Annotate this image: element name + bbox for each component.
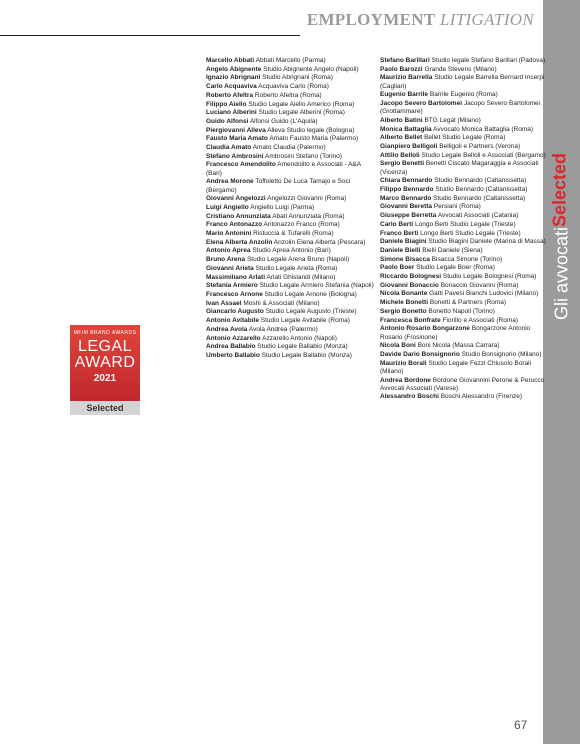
- lawyer-name: Daniele Bielli: [380, 246, 421, 254]
- lawyer-firm: Studio Bonsignorio (Milano): [461, 350, 542, 358]
- lawyer-entry: [380, 342, 550, 350]
- lawyer-name: Massimiliano Arlati: [206, 273, 265, 281]
- lawyer-entry: [206, 213, 376, 221]
- lawyer-firm: Studio Legale Ballabio (Monza): [257, 343, 348, 351]
- lawyer-name: Giuseppe Berretta: [380, 212, 437, 220]
- lawyer-name: Roberto Afeltra: [206, 91, 254, 99]
- badge-title-line1: LEGAL: [77, 338, 133, 355]
- lawyer-firm: Antonazzo Franco (Roma): [263, 221, 340, 229]
- lawyer-firm: Barrile Eugenio (Roma): [429, 91, 498, 99]
- lawyer-firm: Jacopo Severo Bartolomei (Grottammare): [380, 100, 541, 116]
- lawyer-name: Nicola Bonante: [380, 290, 428, 298]
- lawyer-name: Umberto Ballabio: [206, 351, 260, 359]
- lawyer-entry: [206, 83, 376, 91]
- lawyer-firm: Abati Annunziata (Roma): [272, 212, 345, 220]
- lawyer-entry: [380, 152, 550, 160]
- lawyer-firm: Amato Fausto Maria (Palermo): [269, 135, 359, 143]
- lawyer-entry: [380, 66, 550, 74]
- section-title: [307, 10, 534, 30]
- lawyer-name: Stefano Ambrosini: [206, 152, 264, 160]
- lawyer-firm: Persiani (Roma): [433, 203, 481, 211]
- lawyer-entry: [206, 57, 376, 65]
- lawyer-firm: Studio Legale Augusto (Trieste): [265, 308, 357, 316]
- lawyer-entry: [380, 203, 550, 211]
- lawyer-name: Michele Bonetti: [380, 299, 429, 307]
- section-title-bold: EMPLOYMENT: [306, 10, 436, 29]
- lawyer-name: Marcello Abbati: [206, 57, 255, 64]
- header-rule: [0, 35, 300, 36]
- lawyer-firm: Studio Legale Belloli e Associati (Bergamo): [421, 151, 546, 159]
- lawyer-entry: [206, 335, 376, 343]
- lawyer-entry: [380, 256, 550, 264]
- lawyer-firm: Bisacca Simone (Torino): [431, 255, 503, 263]
- lawyer-name: Sergio Bonetto: [380, 307, 427, 315]
- lawyer-firm: Avola Andrea (Palermo): [248, 325, 318, 333]
- lawyer-entry: [206, 161, 376, 177]
- badge-year: 2021: [93, 373, 117, 384]
- badge-red-panel: [70, 325, 140, 401]
- lawyer-entry: [380, 91, 550, 99]
- lawyer-firm: Studio Legale Ballabio (Monza): [261, 351, 352, 359]
- page-number: 67: [514, 718, 528, 732]
- lawyer-entry: [206, 343, 376, 351]
- lawyer-entry: [380, 273, 550, 281]
- lawyer-name: Marco Bennardo: [380, 194, 432, 202]
- lawyer-entry: [206, 300, 376, 308]
- lawyer-name: Luciano Alberini: [206, 109, 257, 117]
- lawyer-name: Franco Berti: [380, 229, 419, 237]
- lawyer-firm: Acquaviva Carlo (Roma): [258, 83, 329, 91]
- lawyer-entry: [380, 238, 550, 246]
- lawyer-entry: [206, 135, 376, 143]
- lawyer-entry: [380, 126, 550, 134]
- lawyer-entry: [380, 212, 550, 220]
- lawyer-entry: [206, 118, 376, 126]
- lawyer-name: Stefania Armiero: [206, 282, 258, 290]
- lawyer-entry: [380, 299, 550, 307]
- lawyer-name: Sergio Benetti: [380, 160, 425, 168]
- lawyer-firm: Bongarzone Antonio Rosario (Frosinone): [380, 325, 531, 341]
- lawyer-name: Andrea Avola: [206, 325, 248, 333]
- lawyer-entry: [206, 109, 376, 117]
- lawyer-firm: Bielli Daniele (Siena): [422, 246, 483, 254]
- lawyer-firm: Studio Biagini Daniele (Marina di Massa): [428, 238, 546, 246]
- lawyer-firm: Boschi Alessandro (Firenze): [440, 393, 522, 401]
- lawyer-name: Elena Alberta Anzolin: [206, 238, 273, 246]
- lawyer-firm: Bonetti & Partners (Roma): [429, 299, 507, 307]
- lawyer-entry: [206, 256, 376, 264]
- lawyer-firm: Gatti Pavesi Bianchi Ludovici (Milano): [429, 290, 539, 298]
- lawyer-firm: Bonaccio Giovanni (Roma): [440, 281, 519, 289]
- sidebar-highlight: Selected: [549, 152, 570, 227]
- lawyer-entry: [206, 92, 376, 100]
- lawyer-entry: [380, 360, 550, 376]
- lawyer-entry: [206, 101, 376, 109]
- lawyer-firm: Studio Abignente Angelo (Napoli): [263, 65, 359, 73]
- lawyer-firm: Studio Legale Aiello Americo (Roma): [248, 100, 355, 108]
- lawyer-firm: Toffoletto De Luca Tamajo e Soci (Bergamo): [206, 178, 351, 194]
- lawyer-entry: [380, 351, 550, 359]
- lawyer-name: Chiara Bennardo: [380, 177, 433, 185]
- lawyer-name: Attilio Belloli: [380, 151, 420, 159]
- lawyer-firm: Studio Bennardo (Caltanissetta): [433, 194, 526, 202]
- lawyer-firm: Studio Legale Bolognesi (Roma): [442, 273, 537, 281]
- lawyer-name: Luigi Angiello: [206, 203, 249, 211]
- lawyer-entry: [206, 274, 376, 282]
- lawyer-name: Andrea Bordone: [380, 376, 431, 384]
- lawyer-name: Alberto Batini: [380, 116, 423, 124]
- lawyer-firm: Amendolito e Associati - A&A (Bari): [206, 161, 361, 177]
- lawyer-entry: [206, 204, 376, 212]
- lawyer-name: Cristiano Annunziata: [206, 212, 271, 220]
- lawyer-firm: Bonetto Napoli (Torino): [428, 307, 495, 315]
- lawyer-name: Maurizio Borali: [380, 359, 427, 367]
- lawyer-entry: [206, 127, 376, 135]
- section-title-italic: LITIGATION: [440, 10, 534, 29]
- lawyer-firm: Ristuccia & Tufarelli (Roma): [253, 230, 334, 238]
- lawyer-firm: Fiorillo e Associati (Roma): [442, 316, 519, 324]
- lawyer-entry: [380, 160, 550, 176]
- lawyer-entry: [206, 195, 376, 203]
- lawyer-entry: [380, 74, 550, 90]
- lawyer-name: Fausto Maria Amato: [206, 135, 268, 143]
- lawyer-name: Antonio Aprea: [206, 247, 251, 255]
- lawyer-entry: [206, 74, 376, 82]
- lawyer-name: Francesco Amendolito: [206, 161, 276, 169]
- lawyer-firm: Studio Legale Fezzi Chiusolo Borali (Milano): [380, 359, 532, 375]
- lawyer-firm: Studio Abrignani (Roma): [262, 74, 333, 82]
- lawyer-name: Andrea Morone: [206, 178, 254, 186]
- lawyer-firm: Angiello Luigi (Parma): [250, 203, 315, 211]
- lawyer-name: Ivan Assael: [206, 299, 242, 307]
- lawyer-name: Claudia Amato: [206, 144, 252, 152]
- lawyer-entry: [206, 66, 376, 74]
- lawyer-entry: [380, 317, 550, 325]
- lawyer-entry: [206, 308, 376, 316]
- lawyer-firm: Studio Legale Armiero Stefania (Napoli): [259, 282, 374, 290]
- lawyer-name: Davide Dario Bonsignorio: [380, 350, 460, 358]
- badge-selected-label: Selected: [70, 401, 140, 415]
- lawyer-entry: [380, 308, 550, 316]
- lawyer-firm: Longo Berti Studio Legale (Trieste): [415, 220, 516, 228]
- lawyer-name: Riccardo Bolognesi: [380, 273, 442, 281]
- lawyer-firm: Boni Nicola (Massa Carrara): [417, 342, 500, 350]
- lawyer-firm: Abbati Marcello (Parma): [255, 57, 326, 64]
- lawyer-firm: Alfonsi Guido (L'Aquila): [249, 117, 318, 125]
- lawyer-name: Francesca Bonfrate: [380, 316, 441, 324]
- lawyer-name: Antonio Rosario Bongarzone: [380, 325, 470, 333]
- lawyer-entry: [380, 290, 550, 298]
- lawyer-firm: Avvocato Monica Battaglia (Roma): [433, 125, 534, 133]
- lawyer-entry: [380, 221, 550, 229]
- lawyer-entry: [206, 221, 376, 229]
- lawyer-entry: [206, 326, 376, 334]
- lawyer-firm: Benetti Ciscato Magaraggia e Associati (Vicenza): [380, 160, 539, 176]
- lawyer-firm: Belligoli e Partners (Verona): [439, 143, 521, 151]
- lawyer-name: Paolo Boer: [380, 264, 415, 272]
- legal-award-badge: [70, 325, 140, 415]
- lawyer-entry: [380, 117, 550, 125]
- lawyer-name: Franco Antonazzo: [206, 221, 263, 229]
- lawyer-name: Giovanni Bonaccio: [380, 281, 439, 289]
- lawyer-firm: Arlati Ghislandi (Milano): [266, 273, 336, 281]
- lawyer-firm: Avvocati Associati (Catania): [437, 212, 519, 220]
- lawyer-firm: Ambrosini Stefano (Torino): [265, 152, 342, 160]
- lawyer-name: Antonio Avitabile: [206, 317, 259, 325]
- lawyer-name: Eugenio Barrile: [380, 91, 429, 99]
- lawyer-firm: Studio Legale Barrella Bernard Incerpi (Cagliari): [380, 74, 545, 90]
- lawyer-list-column-1: [206, 57, 376, 361]
- lawyer-entry: [206, 230, 376, 238]
- lawyer-name: Giovanni Angelozzi: [206, 195, 266, 203]
- lawyer-name: Francesco Arnone: [206, 290, 263, 298]
- lawyer-name: Jacopo Severo Bartolomei: [380, 100, 462, 108]
- sidebar-text: Gli avvocati: [551, 226, 572, 320]
- lawyer-firm: Anzolin Elena Alberta (Pescara): [273, 238, 366, 246]
- lawyer-name: Bruno Arena: [206, 256, 246, 264]
- lawyer-entry: [380, 195, 550, 203]
- lawyer-name: Gianpiero Belligoli: [380, 143, 438, 151]
- lawyer-firm: Studio Bennardo (Caltanissetta): [434, 177, 527, 185]
- lawyer-entry: [206, 239, 376, 247]
- lawyer-firm: Longo Berti Studio Legale (Trieste): [420, 229, 521, 237]
- lawyer-entry: [380, 377, 550, 393]
- lawyer-name: Andrea Ballabio: [206, 343, 256, 351]
- lawyer-name: Giovanni Beretta: [380, 203, 433, 211]
- lawyer-firm: Bordone Giovannini Perone & Perucco Avvocati Associati (Varese): [380, 376, 545, 392]
- lawyer-name: Stefano Barillari: [380, 57, 430, 64]
- lawyer-firm: Grande Stevens (Milano): [424, 65, 497, 73]
- lawyer-entry: [206, 247, 376, 255]
- lawyer-name: Piergiovanni Alleva: [206, 126, 266, 134]
- lawyer-entry: [380, 186, 550, 194]
- lawyer-name: Alberto Bellet: [380, 134, 423, 142]
- lawyer-firm: Studio Legale Arena Bruno (Napoli): [246, 256, 350, 264]
- lawyer-firm: Studio legale Stefano Barillari (Padova): [431, 57, 546, 64]
- lawyer-firm: BTG Legal (Milano): [424, 116, 481, 124]
- lawyer-name: Carlo Berti: [380, 220, 414, 228]
- lawyer-firm: Studio Legale Avitabile (Roma): [260, 317, 350, 325]
- lawyer-entry: [380, 100, 550, 116]
- lawyer-entry: [380, 134, 550, 142]
- lawyer-name: Antonio Azzarello: [206, 334, 261, 342]
- lawyer-firm: Amato Claudia (Palermo): [252, 144, 326, 152]
- lawyer-entry: [380, 177, 550, 185]
- lawyer-name: Filippo Aiello: [206, 100, 247, 108]
- lawyer-entry: [380, 57, 550, 65]
- lawyer-name: Giancarlo Augusto: [206, 308, 264, 316]
- lawyer-entry: [206, 352, 376, 360]
- lawyer-entry: [380, 325, 550, 341]
- lawyer-name: Filippo Bennardo: [380, 186, 434, 194]
- lawyer-entry: [380, 264, 550, 272]
- lawyer-name: Mario Antonini: [206, 230, 252, 238]
- lawyer-entry: [380, 247, 550, 255]
- lawyer-entry: [380, 393, 550, 401]
- lawyer-name: Angelo Abignente: [206, 65, 262, 73]
- lawyer-entry: [380, 143, 550, 151]
- lawyer-entry: [380, 282, 550, 290]
- lawyer-entry: [206, 265, 376, 273]
- lawyer-name: Carlo Acquaviva: [206, 83, 257, 91]
- lawyer-entry: [380, 230, 550, 238]
- lawyer-name: Paolo Barozzi: [380, 65, 423, 73]
- lawyer-firm: Azzarello Antonio (Napoli): [262, 334, 337, 342]
- lawyer-name: Daniele Biagini: [380, 238, 427, 246]
- lawyer-firm: Studio Aprea Antonio (Bari): [252, 247, 331, 255]
- lawyer-firm: Studio Legale Alberini (Roma): [258, 109, 345, 117]
- lawyer-firm: Roberto Afeltra (Roma): [254, 91, 322, 99]
- lawyer-name: Alessandro Boschi: [380, 393, 439, 401]
- lawyer-name: Ignazio Abrignani: [206, 74, 261, 82]
- badge-title-line2: AWARD: [74, 354, 136, 371]
- lawyer-firm: Studio Legale Arnone (Bologna): [264, 290, 357, 298]
- lawyer-entry: [206, 153, 376, 161]
- lawyer-firm: Bellet Studio Legale (Roma): [424, 134, 506, 142]
- lawyer-name: Giovanni Arieta: [206, 264, 254, 272]
- lawyer-firm: Studio Bennardo (Caltanissetta): [435, 186, 528, 194]
- lawyer-list-column-2: [380, 57, 550, 402]
- lawyer-name: Nicola Boni: [380, 342, 416, 350]
- sidebar-label: [547, 60, 577, 320]
- lawyer-entry: [206, 144, 376, 152]
- lawyer-entry: [206, 178, 376, 194]
- lawyer-firm: Angelozzi Giovanni (Roma): [267, 195, 347, 203]
- lawyer-name: Maurizio Barrella: [380, 74, 433, 82]
- lawyer-entry: [206, 317, 376, 325]
- badge-brand: MFIM BRAND AWARDS: [73, 330, 137, 336]
- lawyer-entry: [206, 282, 376, 290]
- lawyer-entry: [206, 291, 376, 299]
- lawyer-firm: Studio Legale Boer (Roma): [416, 264, 495, 272]
- lawyer-firm: Alleva Studio legale (Bologna): [267, 126, 355, 134]
- lawyer-firm: Moshi & Associati (Milano): [243, 299, 320, 307]
- lawyer-name: Guido Alfonsi: [206, 117, 249, 125]
- lawyer-firm: Studio Legale Arieta (Roma): [255, 264, 338, 272]
- lawyer-name: Simone Bisacca: [380, 255, 430, 263]
- lawyer-name: Monica Battaglia: [380, 125, 432, 133]
